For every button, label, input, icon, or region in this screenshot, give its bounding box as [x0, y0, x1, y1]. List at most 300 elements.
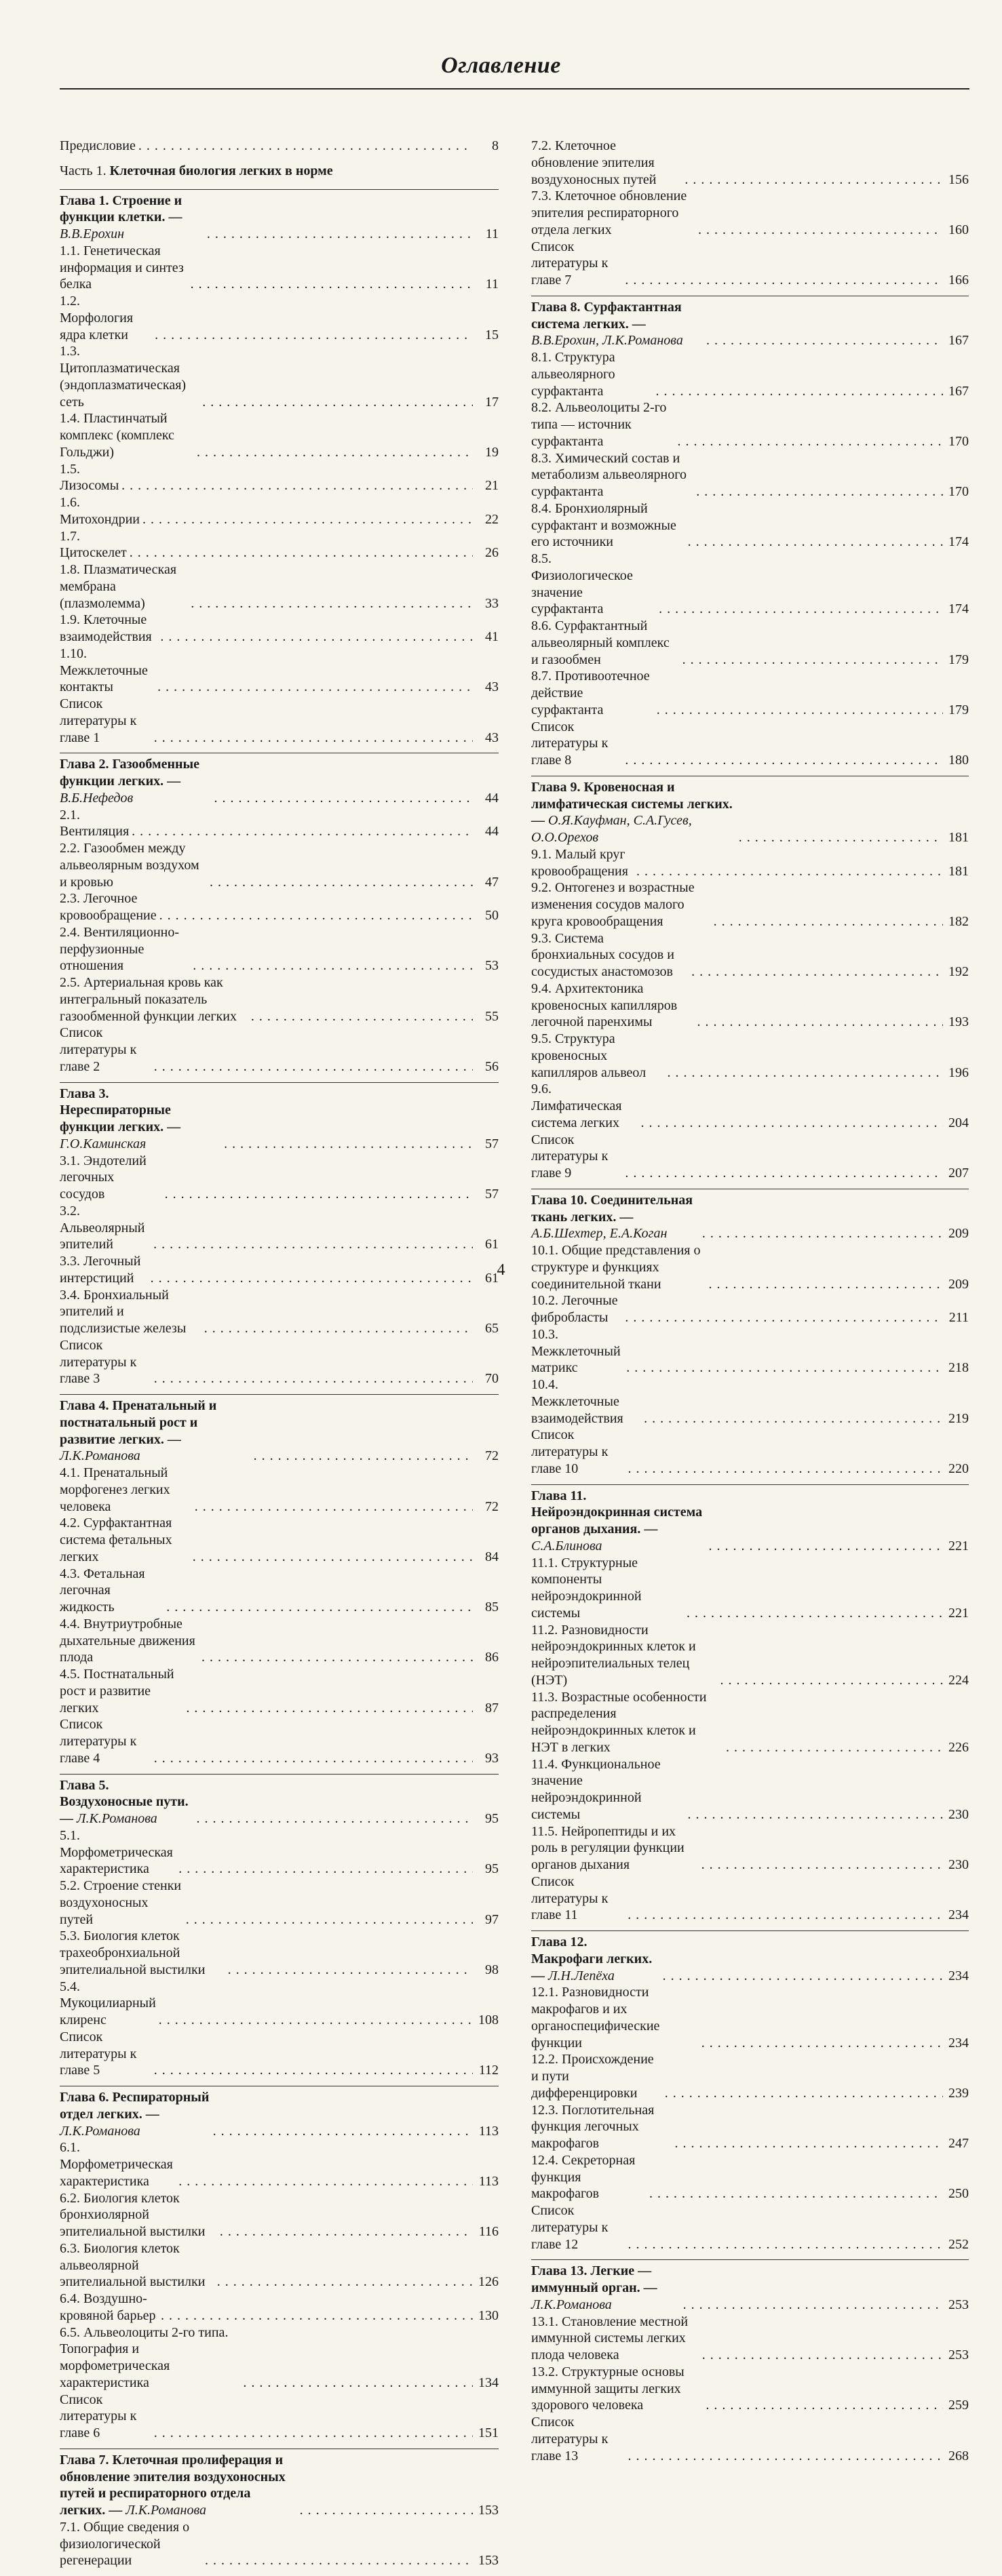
toc-entry-page: 151: [478, 2425, 499, 2440]
toc-entry-text: [531, 1192, 699, 1242]
dot-leader: [625, 752, 943, 769]
toc-entry-text: 4.2. Сурфактантная система фетальных легких: [60, 1515, 172, 1564]
dot-leader: [210, 874, 473, 891]
toc-entry-page: 259: [948, 2398, 969, 2413]
toc-entry[interactable]: [531, 1031, 969, 1081]
toc-entry-page: 192: [948, 964, 969, 979]
toc-entry-text: 1.4. Пластинчатый комплекс (комплекс Гольджи): [60, 411, 174, 460]
toc-entry[interactable]: [60, 1566, 499, 1616]
dot-leader: [720, 1672, 943, 1689]
toc-entry-page: 43: [485, 730, 499, 745]
toc-entry-text: Список литературы к главе 12: [531, 2203, 609, 2252]
toc-entry-text: 11.4. Функциональное значение нейроэндокринной системы: [531, 1756, 661, 1822]
toc-entry-page: 22: [485, 511, 499, 527]
toc-entry-text: 3.4. Бронхиальный эпителий и подслизистые железы: [60, 1287, 187, 1336]
toc-entry[interactable]: [531, 2364, 969, 2414]
toc-entry-text: Список литературы к главе 13: [531, 2415, 609, 2463]
toc-entry-text: 6.4. Воздушно-кровяной барьер: [60, 2291, 156, 2323]
toc-entry-text: 6.2. Биология клеток бронхиолярной эпителиальной выстилки: [60, 2190, 206, 2239]
toc-entry-page: 72: [485, 1499, 499, 1514]
toc-entry-page: 179: [948, 652, 969, 667]
toc-entry[interactable]: [531, 719, 969, 769]
toc-entry-text: 5.4. Мукоцилиарный клиренс: [60, 1979, 156, 2027]
toc-chapter-heading[interactable]: [531, 2263, 969, 2313]
toc-entry[interactable]: [60, 807, 499, 841]
toc-entry-text: 7.2. Клеточное обновление эпителия воздухоносных путей: [531, 138, 657, 187]
chapter-title: Глава 6. Респираторный отдел легких. —: [60, 2090, 210, 2122]
chapter-title: Глава 9. Кровеносная и лимфатическая системы легких. —: [531, 779, 733, 829]
chapter-author: В.В.Ерохин: [60, 226, 125, 241]
toc-entry-text: Список литературы к главе 11: [531, 1874, 609, 1923]
dot-leader: [688, 1806, 944, 1823]
toc-entry-page: 252: [948, 2236, 969, 2252]
toc-entry[interactable]: [60, 410, 499, 460]
toc-entry[interactable]: [531, 349, 969, 399]
toc-entry[interactable]: [60, 840, 499, 890]
dot-leader: [243, 2375, 473, 2392]
toc-entry-page: 230: [948, 1857, 969, 1872]
chapter-author: В.В.Ерохин, Л.К.Романова: [531, 333, 683, 349]
toc-entry-text: 5.2. Строение стенки воздухоносных путей: [60, 1878, 182, 1927]
toc-chapter-heading[interactable]: [60, 1777, 499, 1827]
toc-chapter-block: [60, 1082, 499, 1388]
toc-entry[interactable]: [531, 1756, 969, 1823]
dot-leader: [641, 1115, 943, 1132]
toc-entry[interactable]: [60, 1616, 499, 1666]
dot-leader: [696, 483, 943, 500]
toc-entry-text: [60, 756, 211, 806]
toc-chapter-block: [531, 296, 969, 769]
toc-entry[interactable]: [531, 1689, 969, 1756]
toc-preface: [60, 138, 499, 155]
dot-leader: [197, 1810, 473, 1827]
dot-leader: [154, 1058, 473, 1075]
toc-entry-text: 2.2. Газообмен между альвеолярным воздухом и кровью: [60, 841, 199, 890]
toc-entry[interactable]: [531, 1984, 969, 2051]
dot-leader: [644, 1410, 943, 1427]
toc-entry-text: 8.7. Противоотечное действие сурфактанта: [531, 669, 650, 717]
toc-entry-text: 8.6. Сурфактантный альвеолярный комплекс и газообмен: [531, 618, 670, 667]
toc-entry-text: Список литературы к главе 9: [531, 1132, 609, 1181]
toc-entry-page: 33: [485, 595, 499, 611]
toc-entry-page: 86: [485, 1650, 499, 1665]
toc-entry[interactable]: [531, 980, 969, 1031]
toc-entry[interactable]: [60, 1878, 499, 1928]
toc-entry-text: [60, 2089, 210, 2139]
toc-entry[interactable]: [60, 1153, 499, 1203]
dot-leader: [706, 2397, 943, 2414]
dot-leader: [159, 907, 473, 924]
toc-entry-text: 5.3. Биология клеток трахеобронхиальной эпителиальной выстилки: [60, 1928, 206, 1977]
toc-entry[interactable]: [531, 188, 969, 238]
toc-entry-page: 174: [948, 601, 969, 617]
toc-entry[interactable]: [60, 528, 499, 562]
toc-entry-page: 113: [478, 2123, 499, 2139]
dot-leader: [678, 433, 944, 450]
toc-entry[interactable]: [60, 2190, 499, 2240]
toc-entry[interactable]: [531, 668, 969, 718]
toc-entry-page: 253: [948, 2297, 969, 2312]
toc-entry-page: 8: [492, 138, 499, 153]
dot-leader: [193, 1549, 473, 1566]
toc-entry-page: 181: [948, 830, 969, 845]
toc-entry[interactable]: [531, 2051, 969, 2101]
dot-leader: [138, 138, 473, 155]
toc-entry-page: 61: [485, 1237, 499, 1252]
toc-entry-text: [531, 299, 704, 349]
toc-entry-text: 2.4. Вентиляционно-перфузионные отношения: [60, 924, 180, 974]
toc-entry-text: 12.2. Происхождение и пути дифференцировки: [531, 2052, 654, 2101]
dot-leader: [254, 1448, 473, 1465]
toc-entry-text: Список литературы к главе 2: [60, 1025, 137, 1074]
toc-entry-page: 181: [948, 863, 969, 879]
toc-entry[interactable]: [60, 461, 499, 495]
toc-entry[interactable]: [60, 2519, 499, 2569]
toc-chapter-heading[interactable]: [531, 299, 969, 349]
toc-chapter-block: [60, 1774, 499, 2080]
toc-entry[interactable]: [60, 1979, 499, 2029]
page-title: Оглавление: [441, 53, 561, 78]
toc-entry-text: Список литературы к главе 3: [60, 1337, 137, 1387]
toc-entry-page: 70: [485, 1371, 499, 1387]
chapter-author: С.А.Блинова: [531, 1538, 602, 1553]
toc-entry-page: 218: [948, 1360, 969, 1376]
toc-entry-page: 153: [478, 2503, 499, 2518]
dot-leader: [228, 1962, 473, 1979]
toc-entry[interactable]: [60, 974, 499, 1025]
toc-entry[interactable]: [531, 1081, 969, 1131]
toc-entry[interactable]: [531, 500, 969, 551]
toc-entry[interactable]: [531, 551, 969, 618]
toc-entry-page: 26: [485, 545, 499, 561]
toc-entry-text: 9.6. Лимфатическая система легких: [531, 1082, 622, 1130]
toc-chapter-heading[interactable]: [531, 1488, 969, 1555]
dot-leader: [702, 1225, 943, 1242]
toc-entry-text: Список литературы к главе 6: [60, 2392, 137, 2440]
toc-entry[interactable]: [531, 930, 969, 980]
toc-left-column: [60, 138, 499, 2576]
dot-leader: [659, 601, 943, 618]
toc-entry-text: 1.10. Межклеточные контакты: [60, 646, 148, 695]
toc-entry[interactable]: [60, 2291, 499, 2324]
toc-entry-text: [60, 1398, 251, 1465]
toc-entry[interactable]: [531, 2414, 969, 2464]
dot-leader: [205, 2552, 473, 2569]
toc-entry[interactable]: [531, 1132, 969, 1182]
toc-entry[interactable]: [60, 1337, 499, 1387]
toc-entry-text: 4.1. Пренатальный морфогенез легких человека: [60, 1465, 170, 1514]
dot-leader: [685, 172, 943, 189]
toc-entry[interactable]: [531, 2102, 969, 2152]
dot-leader: [166, 1599, 473, 1616]
toc-entry[interactable]: [531, 1326, 969, 1376]
toc-entry[interactable]: [531, 2314, 969, 2364]
toc-right-blocks: [531, 138, 969, 2464]
toc-entry-page: 239: [948, 2085, 969, 2101]
toc-entry-page: 209: [948, 1226, 969, 1242]
toc-entry[interactable]: [60, 646, 499, 696]
toc-entry-text: [531, 1934, 660, 1984]
toc-entry-text: 4.3. Фетальная легочная жидкость: [60, 1566, 145, 1614]
toc-entry[interactable]: [60, 1827, 499, 1878]
toc-chapter-heading[interactable]: [60, 1086, 499, 1153]
toc-entry[interactable]: [60, 2139, 499, 2189]
toc-entry-text: 9.3. Система бронхиальных сосудов и сосудистых анастомозов: [531, 930, 674, 979]
dot-leader: [191, 276, 473, 293]
dot-leader: [142, 511, 473, 528]
toc-entry[interactable]: [60, 2240, 499, 2291]
toc-chapter-block: [60, 189, 499, 747]
toc-entry-page: 174: [948, 534, 969, 550]
chapter-author: Л.Н.Лепёха: [548, 1968, 615, 1983]
dot-leader: [251, 1008, 473, 1025]
toc-entry-page: 221: [948, 1605, 969, 1621]
toc-entry-page: 166: [948, 273, 969, 288]
toc-entry-text: [531, 2263, 680, 2313]
toc-entry[interactable]: [531, 450, 969, 500]
toc-entry-text: 12.3. Поглотительная функция легочных макрофагов: [531, 2102, 655, 2151]
chapter-title: Глава 5. Воздухоносные пути. —: [60, 1777, 189, 1826]
toc-entry[interactable]: [531, 239, 969, 289]
toc-entry[interactable]: [531, 399, 969, 450]
dot-leader: [649, 2185, 943, 2202]
toc-entry[interactable]: [60, 696, 499, 746]
dot-leader: [153, 1236, 473, 1253]
toc-entry[interactable]: [531, 1376, 969, 1427]
toc-entry-text: 1.7. Цитоскелет: [60, 528, 127, 561]
toc-entry-text: 13.1. Становление местной иммунной системы легких плода человека: [531, 2314, 689, 2362]
toc-entry-page: 55: [485, 1008, 499, 1024]
toc-entry[interactable]: [531, 879, 969, 930]
toc-entry-text: Список литературы к главе 10: [531, 1427, 609, 1476]
toc-entry[interactable]: [60, 1666, 499, 1716]
toc-entry[interactable]: [531, 846, 969, 880]
dot-leader: [191, 595, 473, 612]
dot-leader: [154, 2062, 473, 2079]
toc-entry-page: 93: [485, 1750, 499, 1766]
dot-leader: [636, 863, 943, 880]
toc-entry[interactable]: [531, 1292, 969, 1326]
chapter-author: Л.К.Романова: [77, 1811, 157, 1826]
dot-leader: [663, 1968, 943, 1985]
title-rule: [60, 88, 969, 90]
dot-leader: [178, 1861, 473, 1878]
toc-entry[interactable]: [60, 1203, 499, 1253]
toc-entry-page: 53: [485, 958, 499, 974]
toc-chapter-heading[interactable]: [531, 779, 969, 846]
toc-entry-page: 153: [478, 2553, 499, 2569]
toc-entry-text: 9.5. Структура кровеносных капилляров альвеол: [531, 1031, 647, 1080]
toc-entry-page: 43: [485, 679, 499, 695]
toc-entry-text: 1.8. Плазматическая мембрана (плазмолемма): [60, 562, 177, 611]
toc-entry-text: 2.1. Вентиляция: [60, 807, 130, 839]
toc-entry[interactable]: [60, 2029, 499, 2079]
toc-entry-page: 108: [478, 2013, 499, 2027]
toc-entry-page: 220: [948, 1461, 969, 1476]
toc-entry-page: 224: [948, 1672, 969, 1688]
toc-entry-text: Список литературы к главе 1: [60, 696, 137, 745]
toc-entry[interactable]: [60, 1515, 499, 1565]
dot-leader: [665, 2085, 943, 2102]
dot-leader: [154, 2425, 473, 2442]
toc-entry-text: 9.4. Архитектоника кровеносных капилляров легочной паренхимы: [531, 980, 678, 1030]
toc-entry-text: 7.1. Общие сведения о физиологической регенерации: [60, 2519, 190, 2569]
dot-leader: [698, 222, 943, 239]
toc-entry[interactable]: [531, 1622, 969, 1689]
toc-entry-page: 113: [478, 2173, 499, 2189]
toc-entry[interactable]: [531, 138, 969, 188]
dot-leader: [682, 652, 943, 669]
part-title: Клеточная биология легких в норме: [109, 163, 333, 178]
dot-leader: [213, 2123, 473, 2140]
toc-entry-text: 8.5. Физиологическое значение сурфактанта: [531, 551, 633, 617]
dot-leader: [701, 2035, 943, 2052]
toc-chapter-heading[interactable]: [60, 2452, 499, 2519]
toc-entry[interactable]: [60, 2392, 499, 2442]
toc-entry[interactable]: [531, 1874, 969, 1924]
toc-entry[interactable]: [60, 1716, 499, 1766]
toc-entry-page: 19: [485, 444, 499, 460]
toc-entry[interactable]: [531, 1555, 969, 1622]
toc-entry-page: 221: [948, 1538, 969, 1553]
toc-entry[interactable]: [60, 293, 499, 343]
dot-leader: [186, 1911, 473, 1928]
toc-entry-text: 1.5. Лизосомы: [60, 461, 119, 494]
toc-chapter-block: [60, 1394, 499, 1767]
toc-entry[interactable]: [60, 1928, 499, 1978]
toc-entry-page: 97: [485, 1911, 499, 1927]
chapter-author: В.Б.Нефедов: [60, 790, 134, 806]
toc-entry-text: 9.1. Малый круг кровообращения: [531, 846, 628, 879]
dot-leader: [220, 2223, 473, 2240]
toc-chapter-heading[interactable]: [60, 756, 499, 806]
toc-entry-page: 156: [948, 172, 969, 187]
dot-leader: [726, 1739, 943, 1756]
toc-entry[interactable]: [60, 890, 499, 924]
toc-entry-page: 44: [485, 824, 499, 839]
toc-entry[interactable]: [531, 1823, 969, 1874]
toc-entry-page: 268: [948, 2448, 969, 2463]
dot-leader: [625, 1165, 943, 1182]
toc-entry-page: 98: [485, 1962, 499, 1977]
toc-entry[interactable]: [60, 1025, 499, 1075]
toc-entry-page: 226: [948, 1739, 969, 1755]
toc-entry-text: 7.3. Клеточное обновление эпителия респираторного отдела легких: [531, 189, 687, 237]
toc-entry-page: 204: [948, 1115, 969, 1130]
toc-entry[interactable]: [60, 243, 499, 293]
toc-entry-text: 10.3. Межклеточный матрикс: [531, 1326, 621, 1376]
chapter-author: А.Б.Шехтер, Е.А.Коган: [531, 1226, 668, 1242]
dot-leader: [691, 964, 943, 980]
toc-entry[interactable]: [60, 343, 499, 410]
dot-leader: [193, 957, 473, 974]
toc-entry-page: 87: [485, 1700, 499, 1716]
toc-entry-text: 3.2. Альвеолярный эпителий: [60, 1203, 145, 1252]
dot-leader: [625, 1309, 943, 1326]
dot-leader: [687, 1605, 943, 1622]
toc-entry[interactable]: [60, 612, 499, 646]
toc-entry-page: 179: [948, 702, 969, 717]
toc-chapter-heading[interactable]: [531, 1934, 969, 1984]
page-number: 4: [497, 1261, 505, 1279]
toc-entry-text: 11.3. Возрастные особенности распределения нейроэндокринных клеток и НЭТ в легких: [531, 1689, 707, 1755]
dot-leader: [683, 2297, 943, 2314]
toc-entry-page: 56: [485, 1058, 499, 1074]
toc-entry-text: 1.2. Морфология ядра клетки: [60, 294, 134, 342]
chapter-title: Глава 13. Легкие — иммунный орган. —: [531, 2263, 657, 2295]
chapter-author: Л.К.Романова: [126, 2503, 207, 2518]
toc-entry-page: 17: [485, 394, 499, 410]
dot-leader: [161, 2307, 473, 2324]
toc-entry-text: 12.4. Секреторная функция макрофагов: [531, 2152, 636, 2202]
toc-entry-page: 230: [948, 1806, 969, 1822]
toc-entry-text: 10.4. Межклеточные взаимодействия: [531, 1377, 623, 1426]
dot-leader: [154, 730, 473, 747]
toc-entry-page: 234: [948, 1907, 969, 1923]
toc-entry-text: 3.3. Легочный интерстиций: [60, 1254, 141, 1286]
chapter-author: Г.О.Каминская: [60, 1136, 147, 1151]
chapter-title: Глава 8. Сурфактантная система легких. —: [531, 299, 682, 332]
dot-leader: [688, 534, 943, 551]
chapter-author: Л.К.Романова: [60, 2123, 140, 2139]
toc-entry-page: 196: [948, 1065, 969, 1080]
dot-leader: [697, 1014, 943, 1031]
toc-chapter-block: [531, 2259, 969, 2464]
dot-leader: [668, 1065, 943, 1082]
toc-entry[interactable]: [60, 2324, 499, 2392]
toc-chapter-heading[interactable]: [60, 2089, 499, 2139]
toc-entry-text: 11.1. Структурные компоненты нейроэндокринной системы: [531, 1555, 642, 1621]
toc-entry-text: 11.5. Нейропептиды и их роль в регуляции функции органов дыхания: [531, 1823, 685, 1872]
dot-leader: [628, 2448, 943, 2465]
dot-leader: [674, 2135, 943, 2152]
toc-entry[interactable]: [60, 494, 499, 528]
chapter-title: Глава 1. Строение и функции клетки. —: [60, 193, 182, 225]
toc-entry-text: 8.3. Химический состав и метаболизм альвеолярного сурфактанта: [531, 450, 687, 499]
dot-leader: [655, 383, 943, 400]
toc-entry[interactable]: [60, 138, 499, 155]
toc-entry-page: 61: [485, 1270, 499, 1286]
toc-entry-page: 160: [948, 222, 969, 237]
toc-entry-page: 57: [485, 1187, 499, 1202]
toc-entry[interactable]: [60, 561, 499, 612]
dot-leader: [197, 444, 473, 461]
toc-entry-page: 47: [485, 874, 499, 890]
dot-leader: [202, 394, 473, 411]
dot-leader: [628, 1907, 943, 1924]
toc-chapter-heading[interactable]: [531, 1192, 969, 1242]
toc-entry[interactable]: [60, 1465, 499, 1515]
toc-entry[interactable]: [60, 924, 499, 974]
toc-chapter-heading[interactable]: [60, 193, 499, 243]
dot-leader: [130, 544, 473, 561]
toc-entry-page: 167: [948, 333, 969, 349]
dot-leader: [204, 1320, 473, 1337]
toc-entry[interactable]: [531, 2202, 969, 2253]
toc-chapter-heading[interactable]: [60, 1398, 499, 1465]
toc-entry[interactable]: [531, 2152, 969, 2202]
toc-entry[interactable]: [531, 618, 969, 668]
toc-entry[interactable]: [531, 1427, 969, 1477]
toc-entry-page: 250: [948, 2186, 969, 2202]
toc-entry-text: 1.9. Клеточные взаимодействия: [60, 612, 152, 644]
toc-entry-page: 234: [948, 1968, 969, 1983]
toc-entry-text: [531, 1488, 706, 1555]
toc-entry-text: 11.2. Разновидности нейроэндокринных клеток и нейроэпителиальных телец (НЭТ): [531, 1622, 696, 1688]
toc-entry-page: 219: [948, 1410, 969, 1426]
chapter-title: Глава 2. Газообменные функции легких. —: [60, 757, 200, 789]
dot-leader: [657, 702, 943, 719]
